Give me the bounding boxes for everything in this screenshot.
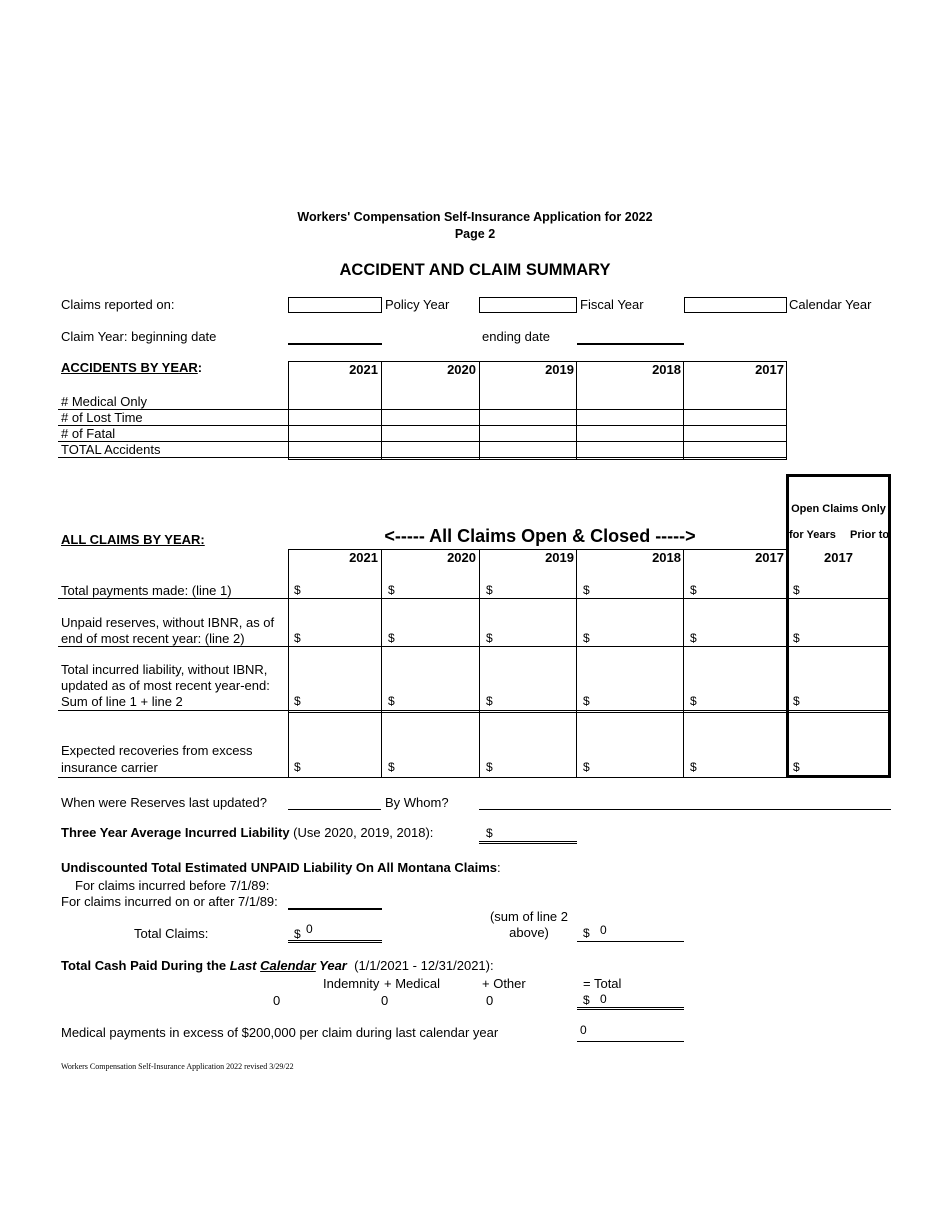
ending-date-label: ending date: [482, 329, 550, 344]
indemnity-label: Indemnity: [323, 976, 380, 991]
currency-sign: $: [486, 760, 493, 774]
currency-sign: $: [294, 583, 301, 597]
calendar-year-checkbox[interactable]: [684, 297, 787, 313]
claims-after-field[interactable]: [288, 908, 382, 910]
unpaid-reserves-label-1: Unpaid reserves, without IBNR, as of: [61, 615, 275, 630]
currency-sign: $: [388, 694, 395, 708]
currency-sign: $: [583, 583, 590, 597]
indemnity-value: 0: [273, 993, 281, 1008]
accidents-heading: [61, 360, 202, 375]
reserves-date-field[interactable]: [288, 809, 381, 810]
total-claims-field[interactable]: [288, 940, 382, 943]
currency-sign: $: [583, 760, 590, 774]
open-claims-year: 2017: [824, 550, 853, 565]
claims-year-2021: 2021: [349, 550, 378, 565]
accidents-heading-text: ACCIDENTS BY YEAR: [61, 360, 198, 375]
total-label: = Total: [583, 976, 622, 991]
policy-year-label: Policy Year: [385, 297, 450, 312]
fatal-label: # of Fatal: [61, 426, 116, 441]
sum-value: 0: [600, 923, 607, 937]
currency-sign: $: [583, 631, 590, 645]
cash-paid-last: Last: [229, 958, 257, 973]
medical-excess-field[interactable]: [577, 1041, 684, 1042]
other-label: + Other: [482, 976, 526, 991]
total-claims-value: 0: [306, 922, 313, 936]
undiscounted-colon: :: [497, 860, 501, 875]
expected-recoveries-label-1: Expected recoveries from excess: [61, 743, 253, 758]
fiscal-year-checkbox[interactable]: [479, 297, 577, 313]
three-year-average-note: (Use 2020, 2019, 2018):: [289, 825, 434, 840]
three-year-currency: $: [486, 826, 493, 840]
claims-year-2020: 2020: [447, 550, 476, 565]
currency-sign: $: [793, 694, 800, 708]
claims-after-label: For claims incurred on or after 7/1/89:: [61, 894, 278, 909]
reserves-updated-label: When were Reserves last updated?: [61, 795, 267, 810]
open-claims-for-years: for Years: [789, 529, 836, 541]
claims-year-2019: 2019: [545, 550, 574, 565]
sum-note-2: above): [509, 925, 549, 940]
cash-paid-period: (1/1/2021 - 12/31/2021):: [354, 958, 494, 973]
by-whom-field[interactable]: [479, 809, 891, 810]
claim-year-label: Claim Year: beginning date: [61, 329, 217, 344]
currency-sign: $: [690, 694, 697, 708]
undiscounted-bold: Undiscounted Total Estimated UNPAID Liability On All Montana Claims: [61, 860, 498, 875]
currency-sign: $: [583, 694, 590, 708]
accidents-year-2019: 2019: [545, 362, 574, 377]
open-claims-prior-to: Prior to: [850, 529, 890, 541]
form-title: Workers' Compensation Self-Insurance Application for 2022: [297, 210, 653, 224]
incurred-liability-label-3: Sum of line 1 + line 2: [61, 694, 183, 709]
lost-time-label: # of Lost Time: [61, 410, 143, 425]
sum-note-1: (sum of line 2: [489, 909, 569, 924]
fiscal-year-label: Fiscal Year: [580, 297, 644, 312]
currency-sign: $: [690, 631, 697, 645]
currency-sign: $: [486, 583, 493, 597]
currency-sign: $: [486, 694, 493, 708]
currency-sign: $: [793, 631, 800, 645]
cash-paid-bold: Total Cash Paid During the: [61, 958, 230, 973]
currency-sign: $: [690, 760, 697, 774]
currency-sign: $: [388, 760, 395, 774]
medical-excess-label: Medical payments in excess of $200,000 per claim during last calendar year: [61, 1025, 499, 1040]
accidents-year-2017: 2017: [755, 362, 784, 377]
cash-total-currency: $: [583, 993, 590, 1007]
sum-field[interactable]: [577, 941, 684, 942]
currency-sign: $: [793, 760, 800, 774]
claims-year-2017: 2017: [755, 550, 784, 565]
sum-currency: $: [583, 926, 590, 940]
incurred-liability-label-2: updated as of most recent year-end:: [61, 678, 270, 693]
total-claims-label: Total Claims:: [134, 926, 209, 941]
ending-date-field[interactable]: [577, 343, 684, 345]
currency-sign: $: [294, 631, 301, 645]
accidents-year-2021: 2021: [349, 362, 378, 377]
cash-paid-calendar: Calendar: [260, 958, 316, 973]
three-year-average-bold: Three Year Average Incurred Liability: [61, 825, 290, 840]
calendar-year-label: Calendar Year: [789, 297, 872, 312]
other-value: 0: [486, 993, 494, 1008]
medical-excess-value: 0: [580, 1023, 587, 1037]
open-claims-box: [786, 474, 891, 778]
footer-revision: Workers Compensation Self-Insurance Application 2022 revised 3/29/22: [61, 1062, 294, 1071]
cash-paid-year: Year: [315, 958, 347, 973]
total-claims-currency: $: [294, 927, 301, 941]
undiscounted-label: [61, 860, 501, 875]
claims-before-label: For claims incurred before 7/1/89:: [75, 878, 270, 893]
medical-value: 0: [381, 993, 389, 1008]
currency-sign: $: [294, 760, 301, 774]
incurred-liability-label-1: Total incurred liability, without IBNR,: [61, 662, 268, 677]
three-year-average-label: [61, 825, 433, 840]
page-number: Page 2: [454, 227, 496, 241]
claims-year-2018: 2018: [652, 550, 681, 565]
currency-sign: $: [388, 631, 395, 645]
section-title: ACCIDENT AND CLAIM SUMMARY: [339, 261, 611, 279]
currency-sign: $: [388, 583, 395, 597]
all-claims-heading: ALL CLAIMS BY YEAR:: [61, 532, 205, 547]
accidents-year-2018: 2018: [652, 362, 681, 377]
policy-year-checkbox[interactable]: [288, 297, 382, 313]
total-payments-label: Total payments made: (line 1): [61, 583, 232, 598]
unpaid-reserves-label-2: end of most recent year: (line 2): [61, 631, 245, 646]
medical-only-label: # Medical Only: [61, 394, 147, 409]
currency-sign: $: [486, 631, 493, 645]
expected-recoveries-label-2: insurance carrier: [61, 760, 158, 775]
total-accidents-label: TOTAL Accidents: [61, 442, 161, 457]
currency-sign: $: [690, 583, 697, 597]
currency-sign: $: [294, 694, 301, 708]
claims-banner: <----- All Claims Open & Closed ----->: [384, 526, 696, 546]
three-year-average-field[interactable]: [479, 841, 577, 844]
medical-label: + Medical: [384, 976, 440, 991]
beginning-date-field[interactable]: [288, 343, 382, 345]
cash-total-field[interactable]: [577, 1007, 684, 1010]
cash-paid-label: [61, 958, 494, 973]
open-claims-header: Open Claims Only: [791, 503, 886, 515]
accidents-heading-colon: :: [197, 360, 203, 375]
cash-total-value: 0: [600, 992, 607, 1006]
claims-reported-label: Claims reported on:: [61, 297, 175, 312]
currency-sign: $: [793, 583, 800, 597]
accidents-year-2020: 2020: [447, 362, 476, 377]
by-whom-label: By Whom?: [385, 795, 449, 810]
